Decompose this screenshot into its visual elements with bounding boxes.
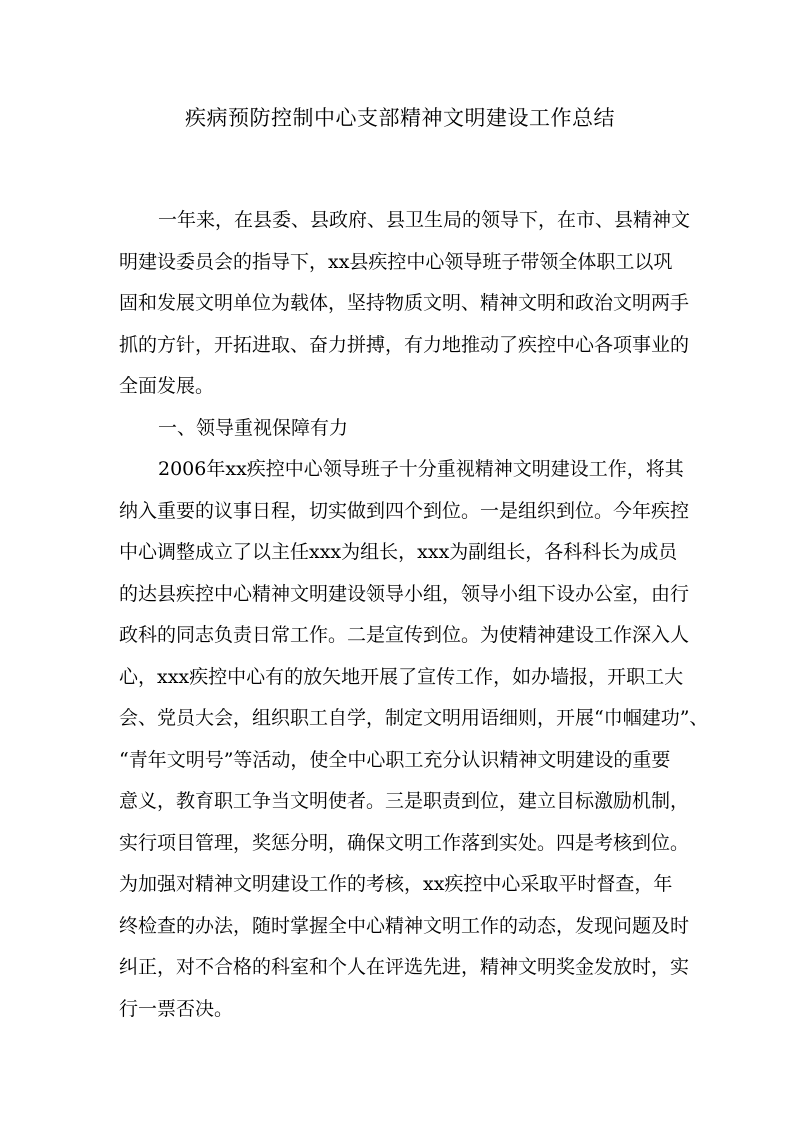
section-heading: 一、领导重视保障有力 [158, 416, 349, 439]
text-line: 行一票否决。 [119, 997, 234, 1020]
text-line: 纠正，对不合格的科室和个人在评选先进，精神文明奖金发放时，实 [119, 956, 690, 978]
text-line: 2006年xx疾控中心领导班子十分重视精神文明建设工作，将其 [158, 458, 684, 480]
text-line: 意义，教育职工争当文明使者。三是职责到位，建立目标激励机制， [119, 790, 690, 812]
text-line: 固和发展文明单位为载体，坚持物质文明、精神文明和政治文明两手 [119, 292, 690, 314]
text-line: 全面发展。 [119, 375, 215, 397]
text-line: 会、党员大会，组织职工自学，制定文明用语细则，开展“巾帼建功”、 [119, 707, 709, 729]
text-line: 终检查的办法，随时掌握全中心精神文明工作的动态，发现问题及时 [119, 914, 690, 937]
text-line: 为加强对精神文明建设工作的考核，xx疾控中心采取平时督查，年 [119, 873, 673, 895]
text-line: 政科的同志负责日常工作。二是宣传到位。为使精神建设工作深入人 [119, 624, 690, 646]
text-line: 中心调整成立了以主任xxx为组长，xxx为副组长，各科科长为成员 [119, 541, 678, 563]
document-title: 疾病预防控制中心支部精神文明建设工作总结 [185, 106, 615, 130]
text-line: 一年来，在县委、县政府、县卫生局的领导下，在市、县精神文 [158, 209, 691, 231]
text-line: 实行项目管理，奖惩分明，确保文明工作落到实处。四是考核到位。 [119, 831, 690, 854]
text-line: 心，xxx疾控中心有的放矢地开展了宣传工作，如办墙报，开职工大 [119, 665, 684, 688]
text-line: 纳入重要的议事日程，切实做到四个到位。一是组织到位。今年疾控 [119, 499, 690, 522]
text-line: 抓的方针，开拓进取、奋力拼搏，有力地推动了疾控中心各项事业的 [119, 333, 690, 356]
text-line: “青年文明号”等活动，使全中心职工充分认识精神文明建设的重要 [119, 748, 671, 771]
text-line: 的达县疾控中心精神文明建设领导小组，领导小组下设办公室，由行 [119, 582, 690, 605]
text-line: 明建设委员会的指导下，xx县疾控中心领导班子带领全体职工以巩 [119, 250, 673, 273]
document-body [119, 200, 709, 1030]
